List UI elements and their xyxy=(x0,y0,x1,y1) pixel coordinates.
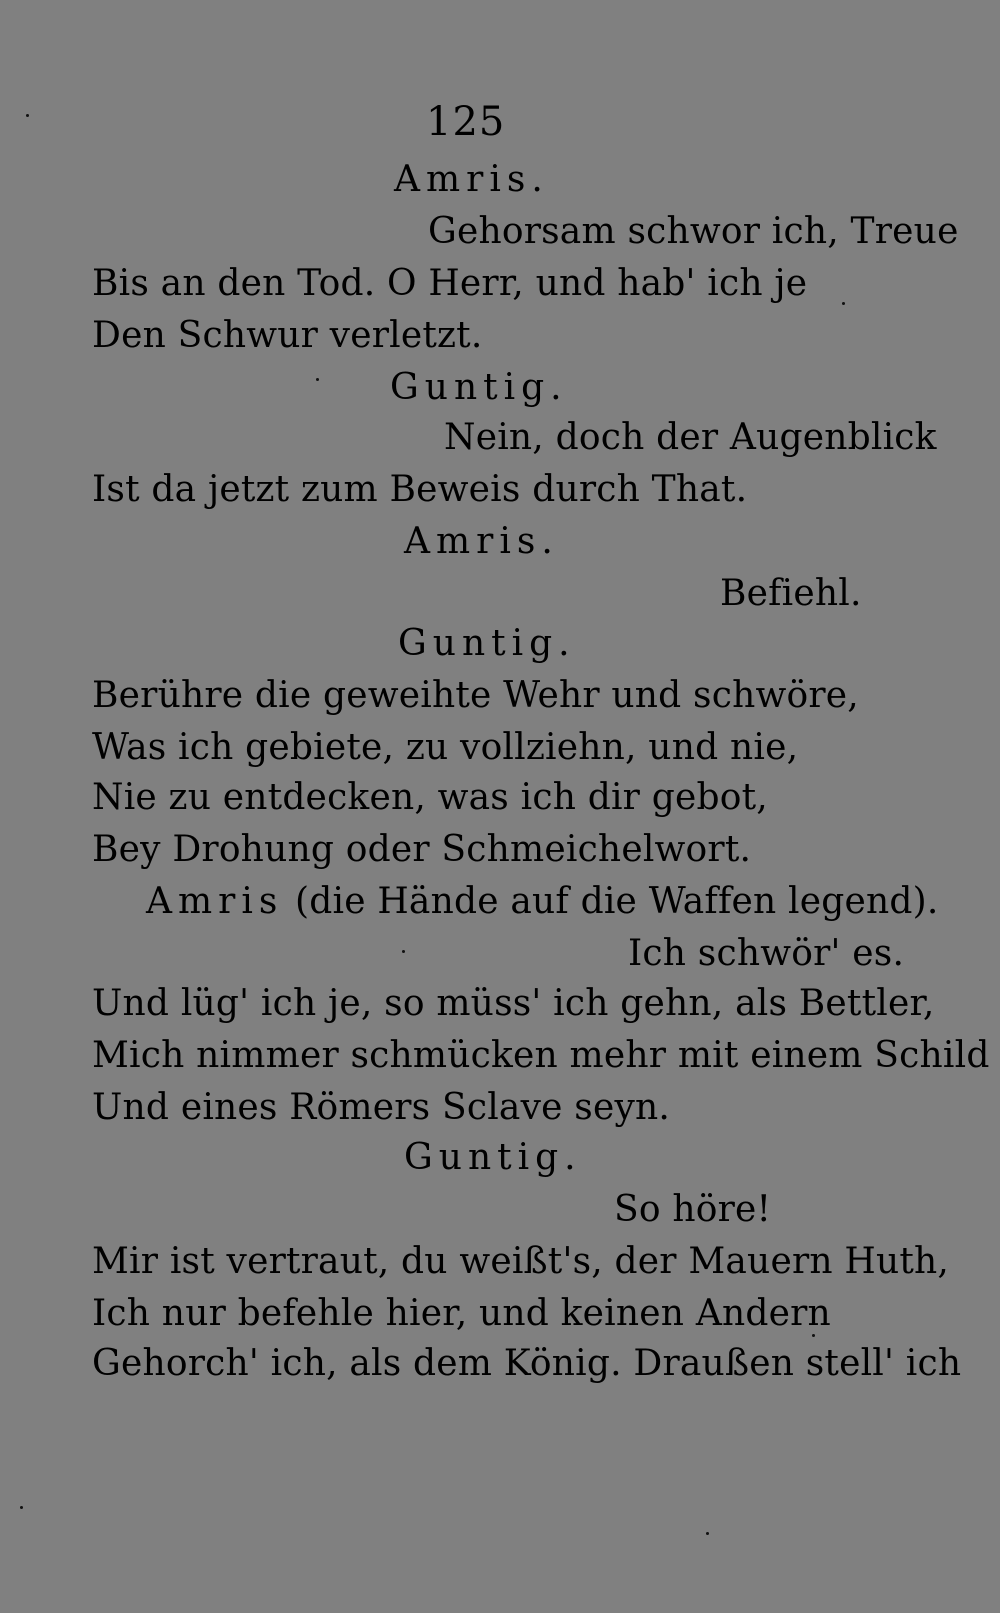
page-number: 125 xyxy=(426,99,506,145)
ink-speck xyxy=(842,302,845,305)
verse-line: Nein, doch der Augenblick xyxy=(444,417,937,458)
verse-line: So höre! xyxy=(614,1189,772,1230)
verse-line: Und lüg' ich je, so müss' ich gehn, als Bettler, xyxy=(92,983,935,1024)
verse-line: Bey Drohung oder Schmeichelwort. xyxy=(92,829,752,870)
verse-line: Gehorsam schwor ich, Treue xyxy=(428,211,959,252)
ink-speck xyxy=(26,114,29,117)
verse-line: Nie zu entdecken, was ich dir gebot, xyxy=(92,777,768,818)
verse-line: Ist da jetzt zum Beweis durch That. xyxy=(92,469,748,510)
speaker-name: Amris xyxy=(146,881,284,922)
verse-line: Ich schwör' es. xyxy=(628,933,905,974)
stage-direction-line xyxy=(146,881,939,922)
verse-line: Den Schwur verletzt. xyxy=(92,315,483,356)
verse-line: Mir ist vertraut, du weißt's, der Mauern Huth, xyxy=(92,1241,950,1282)
verse-line: Berühre die geweihte Wehr und schwöre, xyxy=(92,675,859,716)
speaker-heading: Amris. xyxy=(394,159,549,200)
verse-line: Bis an den Tod. O Herr, und hab' ich je xyxy=(92,263,808,304)
verse-line: Was ich gebiete, zu vollziehn, und nie, xyxy=(92,727,799,768)
verse-line: Ich nur befehle hier, und keinen Andern xyxy=(92,1293,831,1334)
ink-speck xyxy=(316,378,319,381)
ink-speck xyxy=(402,950,405,953)
verse-line: Mich nimmer schmücken mehr mit einem Schild xyxy=(92,1035,990,1076)
speaker-heading: Amris. xyxy=(404,521,559,562)
verse-line: Gehorch' ich, als dem König. Draußen stell' ich xyxy=(92,1343,962,1384)
verse-line: Und eines Römers Sclave seyn. xyxy=(92,1087,671,1128)
verse-line: Befiehl. xyxy=(720,573,862,614)
speaker-heading: Guntig. xyxy=(390,367,568,408)
ink-speck xyxy=(20,1506,23,1509)
speaker-heading: Guntig. xyxy=(398,623,576,664)
ink-speck xyxy=(812,1334,815,1337)
ink-speck xyxy=(706,1532,709,1535)
stage-direction: (die Hände auf die Waffen legend). xyxy=(283,881,939,922)
speaker-heading: Guntig. xyxy=(404,1137,582,1178)
